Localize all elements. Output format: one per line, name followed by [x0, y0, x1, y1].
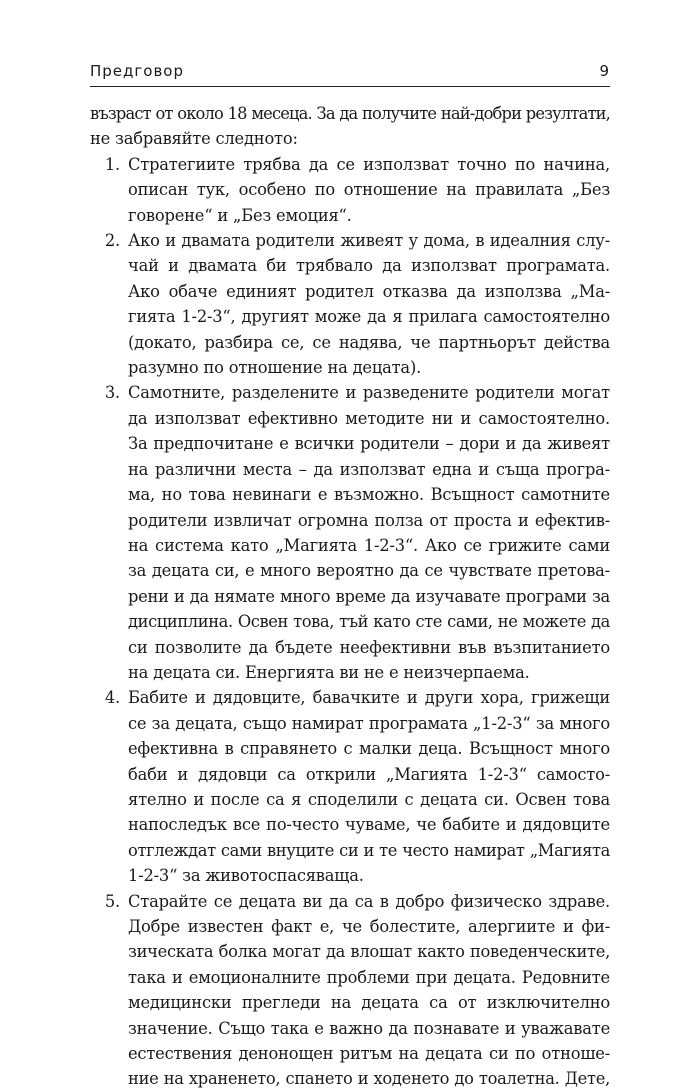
list-item-number: 1. [104, 154, 120, 174]
text-line: Ако и двамата родители живеят у дома, в идеалния слу- [128, 231, 610, 251]
text-line: за децата си, е много вероятно да се чувствате претова- [128, 561, 610, 581]
list-item-number: 4. [104, 688, 120, 708]
list-item [90, 889, 610, 1092]
running-head [90, 62, 610, 80]
list-item [90, 380, 610, 685]
text-line: дисциплина. Освен това, тъй като сте сами, не можете да [128, 612, 610, 632]
body-text [90, 101, 610, 1092]
text-line: на децата си. Енергията ви не е неизчерпаема. [128, 662, 530, 682]
text-line: говорене“ и „Без емоция“. [128, 205, 352, 225]
list-item-text [128, 685, 610, 888]
text-line: Бабите и дядовците, бавачките и други хора, грижещи [128, 688, 610, 708]
text-line: 1-2-3“ за животоспасяваща. [128, 866, 364, 886]
text-line: Ако обаче единият родител отказва да използва „Ма- [128, 281, 610, 301]
text-line: Добре известен факт е, че болестите, алергиите и фи- [128, 917, 610, 936]
text-line: значение. Също така е важно да познавате и уважавате [128, 1018, 610, 1038]
text-line: медицински прегледи на децата са от изключително [128, 993, 610, 1013]
text-line: разумно по отношение на децата). [128, 358, 422, 378]
text-line: напоследък все по-често чуваме, че бабите и дядовците [128, 815, 610, 835]
list-item-text [128, 380, 610, 685]
text-line: Стратегиите трябва да се използват точно по начина, [128, 154, 610, 174]
text-line: чай и двамата би трябвало да използват програмата. [128, 256, 610, 276]
list-item [90, 152, 610, 228]
list-item-number: 5. [104, 891, 120, 911]
section-title: Предговор [90, 62, 184, 80]
text-line: баби и дядовци са открили „Магията 1-2-3“ самосто- [128, 764, 610, 784]
text-line: гията 1-2-3“, другият може да я прилага самостоятелно [128, 307, 610, 327]
text-line: Самотните, разделените и разведените родители могат [128, 383, 610, 403]
intro-paragraph [90, 101, 610, 152]
list-item-number: 3. [104, 383, 120, 403]
text-line: ятелно и после са я споделили с децата си. Освен това [128, 789, 610, 809]
list-item [90, 685, 610, 888]
page-number: 9 [599, 62, 610, 80]
text-line: естествения денонощен ритъм на децата си по отноше- [128, 1044, 610, 1064]
text-line: не забравяйте следното: [90, 129, 298, 149]
list-item-text [128, 152, 610, 228]
text-line: ние на храненето, спането и ходенето до тоалетна. Дете, [128, 1069, 610, 1089]
text-line: така и емоционалните проблеми при децата. Редовните [128, 967, 610, 987]
text-line: се за децата, също намират програмата „1-2-3“ за много [128, 713, 610, 733]
text-line: зическата болка могат да влошат както поведенческите, [128, 942, 610, 962]
list-item-number: 2. [104, 231, 120, 251]
list-item [90, 228, 610, 380]
text-line: Старайте се децата ви да са в добро физическо здраве. [128, 891, 610, 911]
text-line: на различни места – да използват една и съща програ- [128, 459, 610, 479]
text-line: ефективна в справянето с малки деца. Всъщност много [128, 739, 610, 759]
list-item-text [128, 889, 610, 1092]
text-line: родители извличат огромна полза от проста и ефектив- [128, 510, 610, 530]
header-rule [90, 86, 610, 87]
text-line: За предпочитане е всички родители – дори и да живеят [128, 434, 610, 454]
text-line: на система като „Магията 1-2-3“. Ако се грижите сами [128, 535, 610, 555]
text-line: си позволите да бъдете неефективни във възпитанието [128, 637, 610, 657]
text-line: да използват ефективно методите ни и самостоятелно. [128, 408, 610, 428]
text-line: възраст от около 18 месеца. За да получите най-добри резултати, [90, 104, 610, 123]
text-line: описан тук, особено по отношение на правилата „Без [128, 180, 610, 200]
text-line: ма, но това невинаги е възможно. Всъщност самотните [128, 485, 610, 505]
text-line: отглеждат сами внуците си и те често намират „Магията [128, 840, 610, 860]
text-line: рени и да нямате много време да изучавате програми за [128, 586, 610, 606]
text-line: (докато, разбира се, се надява, че партньорът действа [128, 332, 610, 352]
list-item-text [128, 228, 610, 380]
